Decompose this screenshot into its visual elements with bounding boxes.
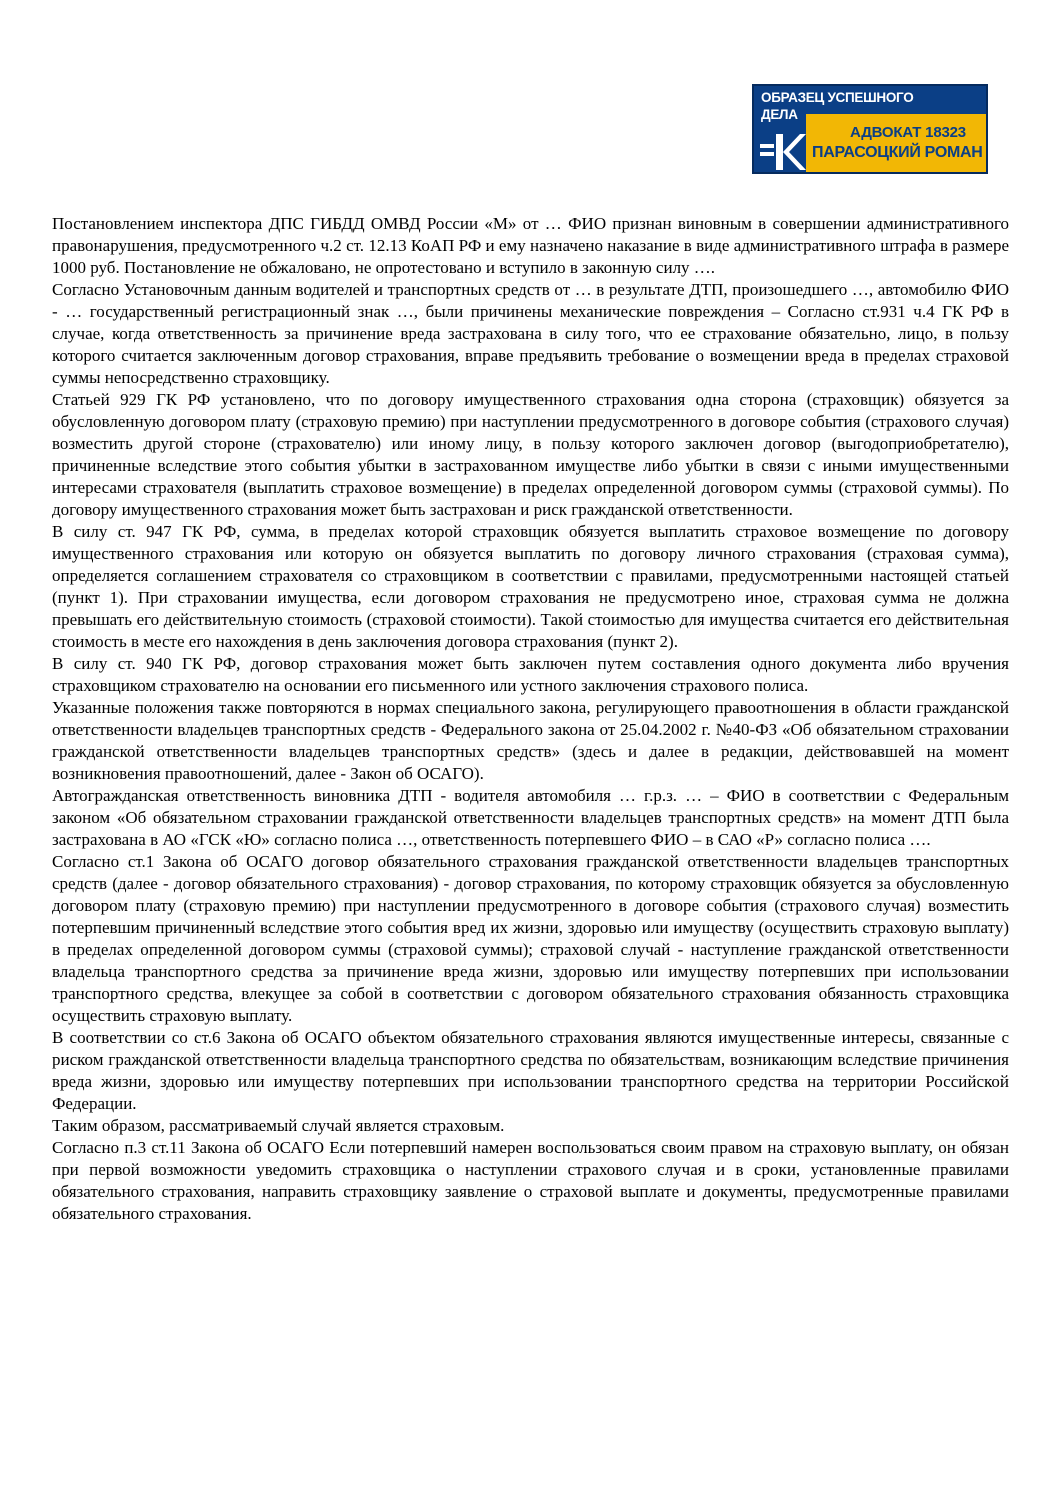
- paragraph-6: Указанные положения также повторяются в нормах специального закона, регулирующего правоотношения в области гражданской ответственности владельцев транспортных средств - Федерального закона от 25.04.2002 г. №40-ФЗ «Об обязательном страховании гражданской ответственности владельцев транспортных средств» (здесь и далее в редакции, действовавшей на момент возникновения правоотношений, далее - Закон об ОСАГО).: [52, 698, 1009, 783]
- paragraph-4: В силу ст. 947 ГК РФ, сумма, в пределах которой страховщик обязуется выплатить страховое возмещение по договору имущественного страхования или которую он обязуется выплатить по договору личного страхования (страховая сумма), определяется соглашением страхователя со страховщиком в соответствии с правилами, предусмотренными настоящей статьей (пункт 1). При страховании имущества, если договором страхования не предусмотрено иное, страховая сумма не должна превышать его действительную стоимость (страховой стоимости). Такой стоимостью для имущества считается его действительная стоимость в месте его нахождения в день заключения договора страхования (пункт 2).: [52, 522, 1009, 651]
- paragraph-1: Постановлением инспектора ДПС ГИБДД ОМВД России «М» от … ФИО признан виновным в совершении административного правонарушения, предусмотренного ч.2 ст. 12.13 КоАП РФ и ему назначено наказание в виде административного штрафа в размере 1000 руб. Постановление не обжаловано, не опротестовано и вступило в законную силу ….: [52, 214, 1009, 277]
- law-firm-emblem-icon: [758, 132, 806, 172]
- paragraph-2: Согласно Установочным данным водителей и транспортных средств от … в результате ДТП, произошедшего …, автомобилю ФИО - … государственный регистрационный знак …, были причинены механические повреждения – Согласно ст.931 ч.4 ГК РФ в случае, когда ответственность за причинение вреда застрахована в силу того, что ее страхование обязательно, лицо, в пользу которого считается заключенным договор страхования, вправе предъявить требование о возмещении вреда в пределах страховой суммы непосредственно страховщику.: [52, 280, 1009, 387]
- logo-caption-line1: ОБРАЗЕЦ УСПЕШНОГО: [761, 90, 914, 105]
- paragraph-7: Автогражданская ответственность виновника ДТП - водителя автомобиля … г.р.з. … – ФИО в соответствии с Федеральным законом «Об обязательном страховании гражданской ответственности владельцев транспортных средств» на момент ДТП была застрахована в АО «ГСК «Ю» согласно полиса …, ответственность потерпевшего ФИО – в САО «Р» согласно полиса ….: [52, 786, 1009, 849]
- logo-lawyer-name: ПАРАСОЦКИЙ РОМАН: [812, 144, 983, 161]
- paragraph-10: Таким образом, рассматриваемый случай является страховым.: [52, 1116, 505, 1135]
- paragraph-11: Согласно п.3 ст.11 Закона об ОСАГО Если потерпевший намерен воспользоваться своим правом на страховую выплату, он обязан при первой возможности уведомить страховщика о наступлении страхового случая и в сроки, установленные правилами обязательного страхования, направить страховщику заявление о страховой выплате и документы, предусмотренные правилами обязательного страхования.: [52, 1138, 1009, 1223]
- logo-lawyer-number: АДВОКАТ 18323: [850, 124, 966, 141]
- paragraph-3: Статьей 929 ГК РФ установлено, что по договору имущественного страхования одна сторона (страховщик) обязуется за обусловленную договором плату (страховую премию) при наступлении предусмотренного в договоре события (страхового случая) возместить другой стороне (страхователю) или иному лицу, в пользу которого заключен договор (выгодоприобретателю), причиненные вследствие этого события убытки в застрахованном имуществе либо убытки в связи с иными имущественными интересами страхователя (выплатить страховое возмещение) в пределах определенной договором суммы (страховой суммы). По договору имущественного страхования может быть застрахован и риск гражданской ответственности.: [52, 390, 1009, 519]
- logo-caption: [761, 89, 913, 123]
- paragraph-8: Согласно ст.1 Закона об ОСАГО договор обязательного страхования гражданской ответственности владельцев транспортных средств (далее - договор обязательного страхования) - договор страхования, по которому страховщик обязуется за обусловленную договором плату (страховую премию) при наступлении предусмотренного в договоре события (страхового случая) возместить потерпевшим причиненный вследствие этого события вред их жизни, здоровью или имуществу (осуществить страховую выплату) в пределах определенной договором суммы (страховой суммы); страховой случай - наступление гражданской ответственности владельца транспортного средства за причинение вреда жизни, здоровью или имуществу потерпевших при использовании транспортного средства, влекущее за собой в соответствии с договором обязательного страхования обязанность страховщика осуществить страховую выплату.: [52, 852, 1009, 1025]
- paragraph-5: В силу ст. 940 ГК РФ, договор страхования может быть заключен путем составления одного документа либо вручения страховщиком страхователю на основании его письменного или устного заключения страхового полиса.: [52, 654, 1009, 695]
- logo-caption-line2: ДЕЛА: [761, 107, 798, 122]
- lawyer-logo-badge: [752, 84, 988, 174]
- paragraph-9: В соответствии со ст.6 Закона об ОСАГО объектом обязательного страхования являются имущественные интересы, связанные с риском гражданской ответственности владельца транспортного средства по обязательствам, возникающим вследствие причинения вреда жизни, здоровью или имуществу потерпевших при использовании транспортного средства на территории Российской Федерации.: [52, 1028, 1009, 1113]
- document-body: [52, 213, 1009, 1225]
